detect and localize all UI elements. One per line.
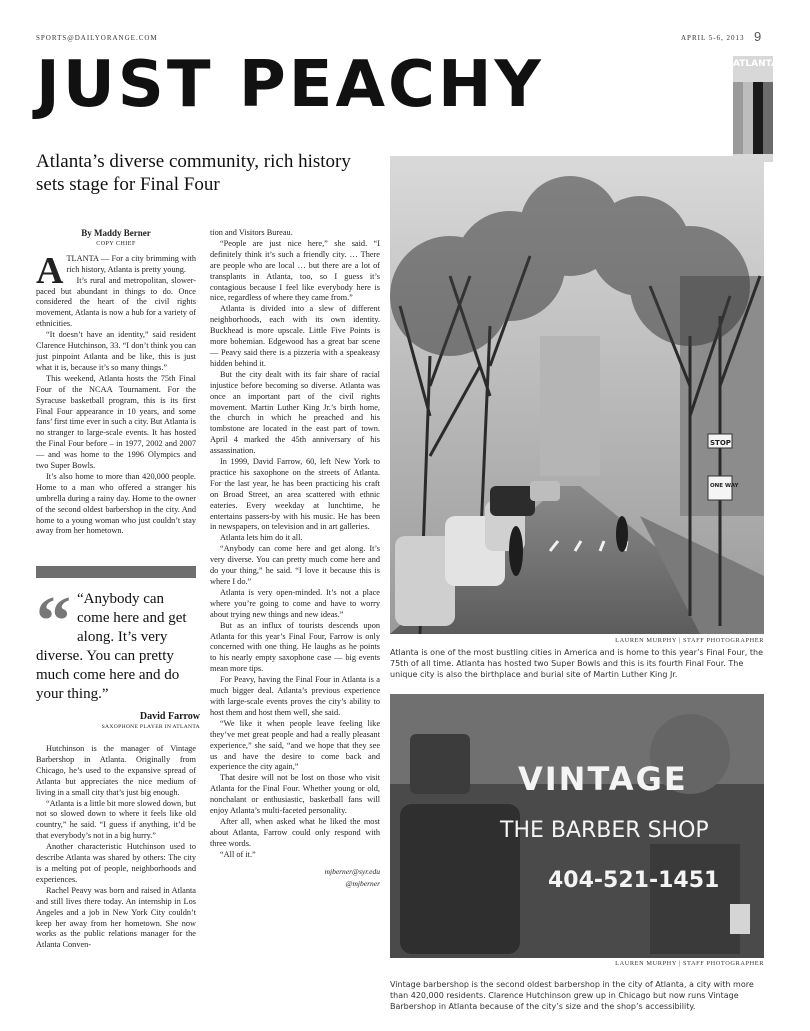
photo2-caption: Vintage barbershop is the second oldest barbershop in the city of Atlanta, a city with more than 420,000 residents. Clarence Hutchinson grew up in Chicago but now runs Vintage Barbershop in Atlanta because of the city’s size and the shop’s accessibility. <box>390 980 754 1011</box>
story-paragraph: Rachel Peavy was born and raised in Atlanta and still lives there today. An internship in Los Angeles and a job in New York City couldn’t keep her away from her hometown. She now works as the public relations manager for the Atlanta Conven- <box>36 885 196 950</box>
story-paragraph: After all, when asked what he liked the most about Atlanta, Farrow could only respond with three words. <box>210 816 380 848</box>
pull-quote-text: “Anybody can come here and get along. It’s very diverse. You can pretty much come here and do your thing.” <box>36 591 187 702</box>
story-paragraph: Atlanta lets him do it all. <box>220 533 303 543</box>
issue-date: APRIL 5-6, 2013 <box>681 34 745 42</box>
pull-quote-rule <box>36 566 196 578</box>
story-paragraph: In 1999, David Farrow, 60, left New York to practice his saxophone on the streets of Atlanta. For the last year, he has been practicing his craft on Broad Street, an area scattered with ethnic eateries. Every weekday at lunchtime, he entertains passers-by with his music. He has been in newspapers, on television and in art galleries. <box>210 457 380 532</box>
pull-quote <box>36 583 198 704</box>
photo2-credit: LAUREN MURPHY | STAFF PHOTOGRAPHER <box>615 960 764 967</box>
section-tab-bar <box>753 82 763 154</box>
drop-cap: A <box>36 249 64 292</box>
story-paragraph: Atlanta is very open-minded. It’s not a place where you’re going to come and have to worry about trying new things and new ideas.” <box>210 587 380 619</box>
byline-role: COPY CHIEF <box>96 240 136 247</box>
photo-vintage-barbershop <box>390 694 764 958</box>
section-tab-bar <box>733 82 743 154</box>
story-paragraph: Another characteristic Hutchinson used to describe Atlanta was shared by others: The city is a melting pot of people, neighborhoods and experiences. <box>36 842 196 884</box>
photo1-credit: LAUREN MURPHY | STAFF PHOTOGRAPHER <box>615 637 764 644</box>
story-paragraph: “Atlanta is a little bit more slowed down, but not so slowed down to where it feels like old country,” he said. “I guess if anything, it’d be that everybody’s not in a big hurry.” <box>36 798 196 841</box>
story-paragraph: “All of it.” <box>220 849 256 859</box>
byline-name: By Maddy Berner <box>81 228 151 238</box>
section-email: SPORTS@DAILYORANGE.COM <box>36 34 158 42</box>
story-paragraph: For Peavy, having the Final Four in Atlanta is a much bigger deal. Atlanta’s previous experience with large-scale events proves the city’s ability to host them and host them well, she said. <box>210 675 380 717</box>
story-paragraph: “It doesn’t have an identity,” said resident Clarence Hutchinson, 33. “I don’t think you can just pinpoint Atlanta and be like, this is just what it is, because it’s so many things.” <box>36 330 196 372</box>
story-paragraph: tion and Visitors Bureau. <box>210 228 293 237</box>
story-paragraph: It’s also home to more than 420,000 people. Home to a man who offered a stranger his umbrella during a rainy day. Home to the owner of the second oldest barbershop in the city. And home to a young woman who just couldn’t stay away from her hometown. <box>36 471 196 536</box>
story-paragraph: “Anybody can come here and get along. It’s very diverse. You can pretty much come here and do your thing,” he said. “I love it because this is where I do.” <box>210 544 380 586</box>
story-paragraph: It’s rural and metropolitan, slower-paced but abundant in things to do. Once considered the heart of the civil rights movement, Atlanta is now a hub for a variety of ethnicities. <box>36 275 196 329</box>
story-paragraph: Hutchinson is the manager of Vintage Barbershop in Atlanta. Originally from Chicago, he’s used to the expansive spread of Atlanta but appreciates the nice medium of living in a small city that’s just big enough. <box>36 744 196 797</box>
page-number: 9 <box>754 29 762 44</box>
section-tab-label: ATLANTA <box>733 59 779 69</box>
story-paragraph: “We like it when people leave feeling like they’ve met great people and had a really pleasant experience,” she said, “and we hope that they see us and have the desire to come back and experience the city again,” <box>210 718 380 772</box>
story-column-2 <box>210 228 380 890</box>
one-way-sign-text: ONE WAY <box>710 483 739 489</box>
story-column-1 <box>36 228 196 537</box>
stop-sign-text: STOP <box>710 439 731 447</box>
story-paragraph: “People are just nice here,” she said. “I definitely think it’s such a friendly city. … There are people who are local … but there are a lot of transplants in Atlanta, too, so I guess it’s contagious because I feel like everybody here is nice, regardless of where they came from.” <box>210 238 380 303</box>
story-paragraph: TLANTA — For a city brimming with rich history, Atlanta is pretty young. <box>66 253 196 274</box>
story-column-1-continued <box>36 744 196 951</box>
photo1-caption: Atlanta is one of the most bustling cities in America and is home to this year’s Final Four, the 75th of all time. Atlanta has hosted two Super Bowls and this is its fourth Final Four. The unique city is also the birthplace and burial site of Martin Luther King Jr. <box>390 648 763 679</box>
reporter-email: mjberner@syr.edu <box>324 866 380 876</box>
story-paragraph: That desire will not be lost on those who visit Atlanta for the Final Four. Whether young or old, nonchalant or enthusiastic, basketball fans will enjoy Atlanta’s multi-faceted personality. <box>210 773 380 816</box>
window-sign-vintage: VINTAGE <box>518 760 688 798</box>
section-tab-bar <box>743 82 753 154</box>
reporter-handle: @mjberner <box>345 879 380 889</box>
story-paragraph: Atlanta is divided into a slew of different neighborhoods, each with its own identity. Buckhead is more upscale. Little Five Points is more bohemian. Edgewood has a great bar scene — Peavy said there is a pizzeria with a speakeasy hidden behind it. <box>210 304 380 368</box>
section-tab-bar <box>763 82 773 154</box>
street-photo-illustration <box>390 156 764 634</box>
window-sign-barber-shop: THE BARBER SHOP <box>500 818 709 843</box>
pull-quote-attribution: David Farrow <box>139 711 200 722</box>
pull-quote-attribution-role: SAXOPHONE PLAYER IN ATLANTA <box>101 724 200 730</box>
section-tab-bars <box>733 82 773 154</box>
subhead: Atlanta’s diverse community, rich history sets stage for Final Four <box>36 151 351 195</box>
photo-atlanta-street <box>390 156 764 634</box>
window-sign-phone: 404-521-1451 <box>548 868 720 893</box>
story-paragraph: But as an influx of tourists descends upon Atlanta for this year’s Final Four, Farrow is only concerned with one thing. He laughs as he points to his nearly empty saxophone case — big events mean more tips. <box>210 620 380 674</box>
story-paragraph: This weekend, Atlanta hosts the 75th Final Four of the NCAA Tournament. For the Syracuse basketball program, this is its first Final Four appearance in 10 years, and some fans’ first time ever in such a city. But Atlanta is no stranger to large-scale events. It has hosted the Final Four before – in 1977, 2002 and 2007 — and was home to the 1996 Olympics and two Super Bowls. <box>36 373 196 471</box>
section-tab <box>733 56 779 162</box>
story-paragraph: But the city dealt with its fair share of racial injustice before becoming so diverse. Atlanta was once an important part of the civil rights movement. Martin Luther King Jr.’s birth home, the church in which he preached and his tombstone are located in the east part of town. April 4 marked the 45th anniversary of his assassination. <box>210 369 380 456</box>
headline: JUST PEACHY <box>36 48 544 122</box>
quote-mark-icon: “ <box>36 583 71 660</box>
